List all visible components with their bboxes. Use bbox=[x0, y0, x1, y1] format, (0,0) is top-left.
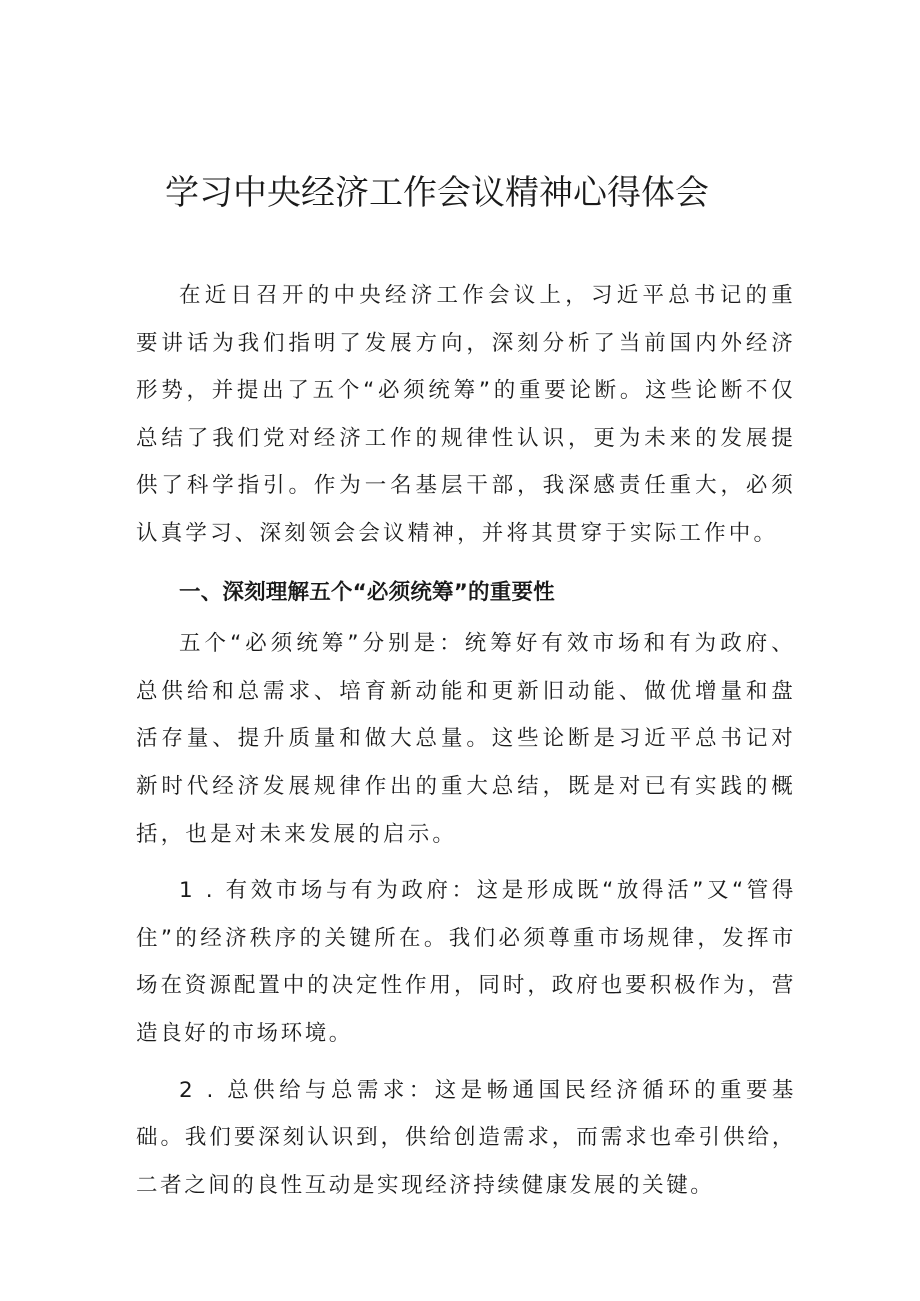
spacer bbox=[136, 1058, 796, 1067]
list-item: 2 . 总供给与总需求：这是畅通国民经济循环的重要基础。我们要深刻认识到，供给创造需求，而需求也牵引供给，二者之间的良性互动是实现经济持续健康发展的关键。 bbox=[136, 1077, 796, 1198]
section-heading: 一、深刻理解五个“必须统筹”的重要性 bbox=[179, 579, 555, 605]
document-title: 学习中央经济工作会议精神心得体会 bbox=[165, 173, 709, 213]
intro-paragraph: 在近日召开的中央经济工作会议上，习近平总书记的重要讲话为我们指明了发展方向，深刻分析了当前国内外经济形势，并提出了五个“必须统筹”的重要论断。这些论断不仅总结了我们党对经济工作的规律性认识，更为未来的发展提供了科学指引。作为一名基层干部，我深感责任重大，必须认真学习、深刻领会会议精神，并将其贯穿于实际工作中。 bbox=[136, 283, 796, 546]
section-paragraph: 五个“必须统筹”分别是：统筹好有效市场和有为政府、总供给和总需求、培育新动能和更新旧动能、做优增量和盘活存量、提升质量和做大总量。这些论断是习近平总书记对新时代经济发展规律作出的重大总结，既是对已有实践的概括，也是对未来发展的启示。 bbox=[136, 631, 796, 847]
list-item: 1 . 有效市场与有为政府：这是形成既“放得活”又“管得住”的经济秩序的关键所在。我们必须尊重市场规律，发挥市场在资源配置中的决定性作用，同时，政府也要积极作为，营造良好的市场环境。 bbox=[136, 878, 796, 1046]
spacer bbox=[136, 858, 796, 867]
document-body bbox=[136, 272, 796, 1209]
spacer bbox=[136, 558, 796, 569]
